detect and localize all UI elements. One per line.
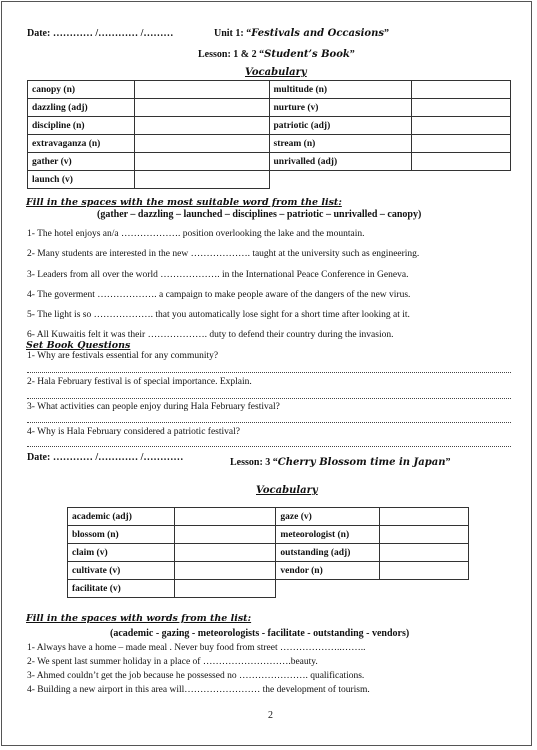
- vocab-meaning-cell[interactable]: [174, 544, 276, 562]
- vocab-row: [28, 117, 511, 135]
- vocab-meaning-cell[interactable]: [134, 135, 269, 153]
- vocab-word-cell: discipline (n): [28, 117, 135, 135]
- fill-item-2-2: 2- We spent last summer holiday in a place of ……………………….beauty.: [27, 657, 318, 667]
- lesson-3-label: Lesson: 3 “: [230, 457, 278, 468]
- vocab-word-cell: facilitate (v): [68, 580, 175, 598]
- vocab-meaning-cell[interactable]: [380, 508, 469, 526]
- fill-item-2-4: 4- Building a new airport in this area will…………………… the development of tourism.: [27, 685, 370, 695]
- vocab-word-cell: stream (n): [269, 135, 412, 153]
- vocab-meaning-cell[interactable]: [412, 117, 511, 135]
- vocab-word-cell: unrivalled (adj): [269, 153, 412, 171]
- vocab-heading-2: Vocabulary: [256, 485, 318, 496]
- fill-heading-1: Fill in the spaces with the most suitable word from the list:: [26, 197, 342, 208]
- question-2: 2- Hala February festival is of special importance. Explain.: [27, 377, 252, 387]
- fill-item-2: 2- Many students are interested in the new ………………. taught at the university such as engineering.: [27, 249, 420, 259]
- unit-close-quote: ”: [384, 28, 389, 39]
- lesson-3-title: [230, 457, 450, 468]
- lesson-3-close-quote: ”: [445, 457, 451, 468]
- answer-line-2: [27, 398, 511, 399]
- vocab-word-cell: blossom (n): [68, 526, 175, 544]
- lesson-label: Lesson: 1 & 2 “: [198, 49, 265, 60]
- vocab-meaning-cell[interactable]: [380, 544, 469, 562]
- lesson-name: Student’s Book: [264, 49, 350, 60]
- question-4: 4- Why is Hala February considered a patriotic festival?: [27, 427, 240, 437]
- vocab-meaning-cell[interactable]: [412, 135, 511, 153]
- vocab-word-cell: multitude (n): [269, 81, 412, 99]
- unit-name: Festivals and Occasions: [251, 28, 384, 39]
- vocab-word-cell: dazzling (adj): [28, 99, 135, 117]
- vocab-meaning-cell[interactable]: [380, 526, 469, 544]
- fill-heading-2: Fill in the spaces with words from the list:: [26, 613, 252, 624]
- fill-word-list-1: (gather – dazzling – launched – disciplines – patriotic – unrivalled – canopy): [97, 209, 422, 220]
- vocab-word-cell: gather (v): [28, 153, 135, 171]
- vocab-word-cell: extravaganza (n): [28, 135, 135, 153]
- vocab-meaning-cell[interactable]: [134, 153, 269, 171]
- vocab-row: [28, 81, 511, 99]
- vocab-word-cell: vendor (n): [276, 562, 380, 580]
- vocab-meaning-cell[interactable]: [380, 562, 469, 580]
- vocab-row: [68, 508, 469, 526]
- fill-item-5: 5- The light is so ………………. that you automatically lose sight for a short time after looking at it.: [27, 310, 410, 320]
- fill-item-2-1: 1- Always have a home – made meal . Never buy food from street ………………..……..: [27, 643, 366, 653]
- vocab-word-cell: cultivate (v): [68, 562, 175, 580]
- vocab-word-cell: patriotic (adj): [269, 117, 412, 135]
- lesson-title: [198, 49, 355, 60]
- questions-heading: Set Book Questions: [26, 340, 131, 351]
- vocab-word-cell: canopy (n): [28, 81, 135, 99]
- vocab-row: [68, 526, 469, 544]
- vocab-word-cell: gaze (v): [276, 508, 380, 526]
- vocab-meaning-cell[interactable]: [134, 99, 269, 117]
- vocab-meaning-cell[interactable]: [134, 81, 269, 99]
- date-line: Date: ………… /………… /………: [27, 28, 174, 39]
- vocab-meaning-cell[interactable]: [134, 117, 269, 135]
- vocab-row: [68, 580, 469, 598]
- page-number: 2: [268, 710, 273, 721]
- answer-line-3: [27, 422, 511, 423]
- answer-line-1: [27, 372, 511, 373]
- fill-item-1: 1- The hotel enjoys an/a ………………. position overlooking the lake and the mountain.: [27, 229, 365, 239]
- vocab-meaning-cell[interactable]: [412, 99, 511, 117]
- vocab-table-2: [67, 507, 469, 598]
- fill-item-6: 6- All Kuwaitis felt it was their ………………. duty to defend their country during the invasion.: [27, 330, 394, 340]
- fill-item-3: 3- Leaders from all over the world ………………. in the International Peace Conference in Geneva.: [27, 270, 409, 280]
- vocab-word-cell: claim (v): [68, 544, 175, 562]
- answer-line-4: [27, 446, 511, 447]
- fill-item-4: 4- The goverment ………………. a campaign to make people aware of the dangers of the new virus.: [27, 290, 411, 300]
- vocab-row: [68, 562, 469, 580]
- vocab-row: [28, 171, 511, 189]
- date-line-2: Date: ………… /………… /…………: [27, 452, 184, 463]
- lesson-close-quote: ”: [349, 49, 355, 60]
- unit-title: [214, 28, 389, 39]
- vocab-word-cell: nurture (v): [269, 99, 412, 117]
- vocab-meaning-cell[interactable]: [134, 171, 269, 189]
- question-3: 3- What activities can people enjoy during Hala February festival?: [27, 402, 280, 412]
- vocab-meaning-cell[interactable]: [412, 81, 511, 99]
- vocab-heading: Vocabulary: [245, 67, 307, 78]
- vocab-word-cell: outstanding (adj): [276, 544, 380, 562]
- vocab-meaning-cell[interactable]: [174, 580, 276, 598]
- vocab-word-cell: launch (v): [28, 171, 135, 189]
- vocab-word-cell: academic (adj): [68, 508, 175, 526]
- vocab-meaning-cell[interactable]: [412, 153, 511, 171]
- fill-item-2-3: 3- Ahmed couldn’t get the job because he possessed no …………………. qualifications.: [27, 671, 365, 681]
- vocab-meaning-cell[interactable]: [174, 562, 276, 580]
- vocab-row: [68, 544, 469, 562]
- vocab-row: [28, 135, 511, 153]
- question-1: 1- Why are festivals essential for any community?: [27, 351, 219, 361]
- unit-label: Unit 1: “: [214, 28, 252, 39]
- vocab-meaning-cell[interactable]: [174, 526, 276, 544]
- vocab-word-cell: meteorologist (n): [276, 526, 380, 544]
- fill-word-list-2: (academic - gazing - meteorologists - facilitate - outstanding - vendors): [110, 628, 410, 639]
- vocab-row: [28, 99, 511, 117]
- lesson-3-name: Cherry Blossom time in Japan: [277, 457, 446, 468]
- vocab-table-1: [27, 80, 511, 189]
- vocab-row: [28, 153, 511, 171]
- vocab-meaning-cell[interactable]: [174, 508, 276, 526]
